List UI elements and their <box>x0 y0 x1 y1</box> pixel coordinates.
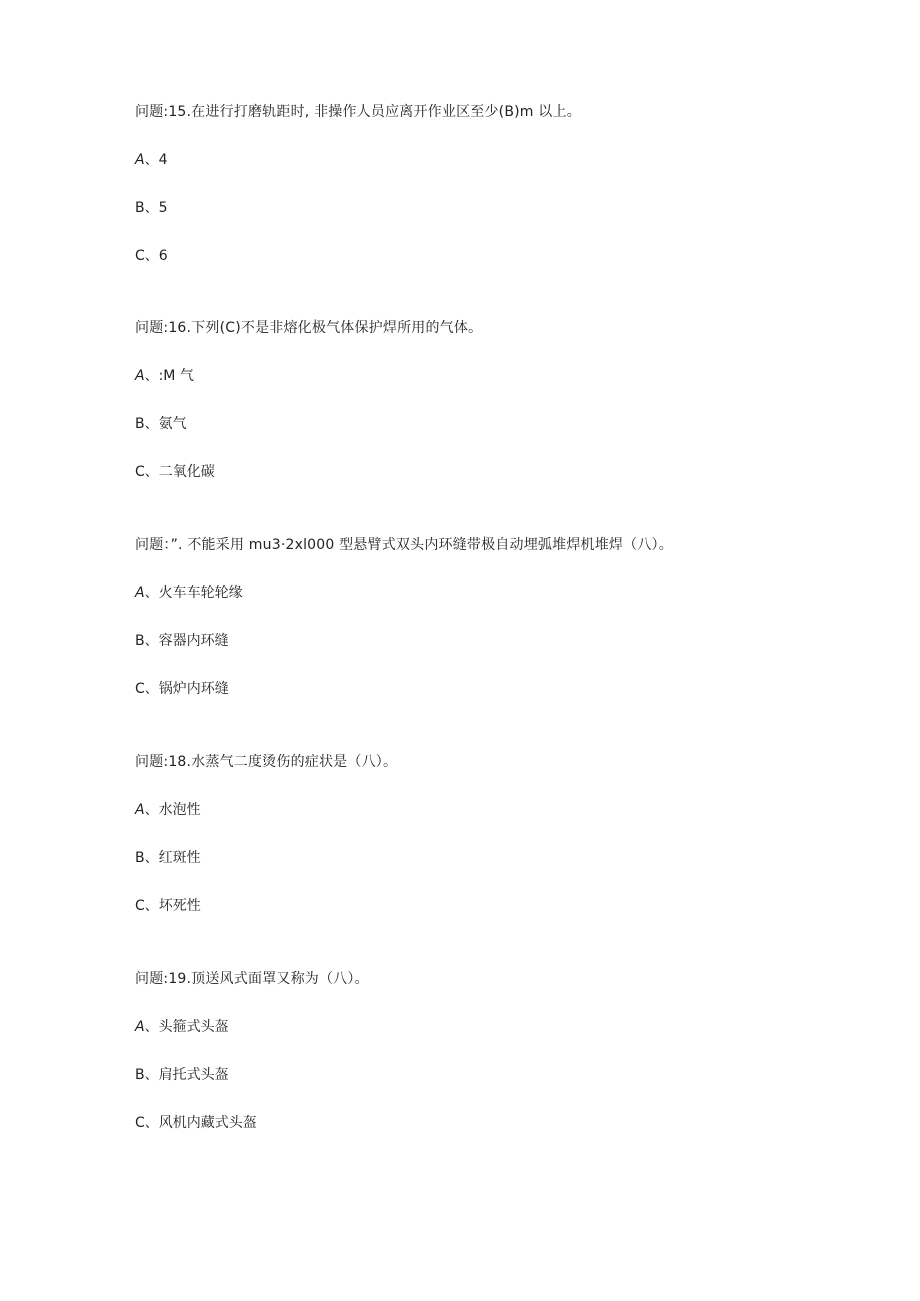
option-b <box>135 414 187 434</box>
option-separator: 、 <box>144 802 159 818</box>
option-letter: C <box>135 1115 145 1131</box>
option-letter: C <box>135 248 145 264</box>
option-b <box>135 848 201 868</box>
option-a <box>135 583 243 603</box>
option-text: 头箍式头盔 <box>158 1019 229 1035</box>
option-separator: 、 <box>144 850 159 866</box>
option-c <box>135 679 229 699</box>
option-letter: A <box>135 368 145 384</box>
question-text: 问题:16.下列(C)不是非熔化极气体保护焊所用的气体。 <box>135 320 483 336</box>
option-letter: B <box>135 850 145 866</box>
option-a <box>135 1017 229 1037</box>
option-b <box>135 198 168 218</box>
option-a <box>135 800 201 820</box>
option-c <box>135 246 168 266</box>
option-text: 坏死性 <box>158 898 201 914</box>
option-separator: 、 <box>144 1067 159 1083</box>
option-letter: C <box>135 681 145 697</box>
option-letter: A <box>135 152 145 168</box>
option-separator: 、 <box>144 464 159 480</box>
option-c <box>135 1113 257 1133</box>
option-text: 二氧化碳 <box>158 464 215 480</box>
option-letter: B <box>135 200 145 216</box>
option-text: 4 <box>158 152 168 168</box>
option-separator: 、 <box>144 152 159 168</box>
option-c <box>135 896 201 916</box>
option-text: :M 气 <box>158 368 194 384</box>
option-text: 肩托式头盔 <box>158 1067 229 1083</box>
option-separator: 、 <box>144 585 159 601</box>
option-b <box>135 1065 229 1085</box>
option-letter: C <box>135 464 145 480</box>
option-text: 风机内藏式头盔 <box>158 1115 257 1131</box>
option-letter: B <box>135 633 145 649</box>
option-text: 水泡性 <box>158 802 201 818</box>
option-separator: 、 <box>144 248 159 264</box>
option-separator: 、 <box>144 368 159 384</box>
option-separator: 、 <box>144 1115 159 1131</box>
option-text: 容器内环缝 <box>158 633 229 649</box>
option-c <box>135 462 215 482</box>
option-a <box>135 366 194 386</box>
option-text: 6 <box>158 248 168 264</box>
option-separator: 、 <box>144 416 159 432</box>
question-text: 问题:18.水蒸气二度烫伤的症状是（八）。 <box>135 754 398 770</box>
option-text: 锅炉内环缝 <box>158 681 229 697</box>
option-text: 5 <box>158 200 168 216</box>
option-letter: A <box>135 1019 145 1035</box>
option-text: 红斑性 <box>158 850 201 866</box>
option-a <box>135 150 168 170</box>
option-letter: B <box>135 1067 145 1083</box>
question-text: 问题:19.顶送风式面罩又称为（八）。 <box>135 971 369 987</box>
option-text: 氨气 <box>158 416 187 432</box>
option-letter: A <box>135 585 145 601</box>
option-letter: C <box>135 898 145 914</box>
option-separator: 、 <box>144 1019 159 1035</box>
option-separator: 、 <box>144 681 159 697</box>
option-separator: 、 <box>144 200 159 216</box>
option-letter: B <box>135 416 145 432</box>
question-text: 问题:15.在进行打磨轨距时, 非操作人员应离开作业区至少(B)m 以上。 <box>135 104 581 120</box>
option-separator: 、 <box>144 633 159 649</box>
question-text: 问题：”. 不能采用 mu3·2xl000 型悬臂式双头内环缝带极自动埋弧堆焊机堆焊（八）。 <box>135 537 673 553</box>
option-letter: A <box>135 802 145 818</box>
option-separator: 、 <box>144 898 159 914</box>
option-b <box>135 631 229 651</box>
option-text: 火车车轮轮缘 <box>158 585 243 601</box>
